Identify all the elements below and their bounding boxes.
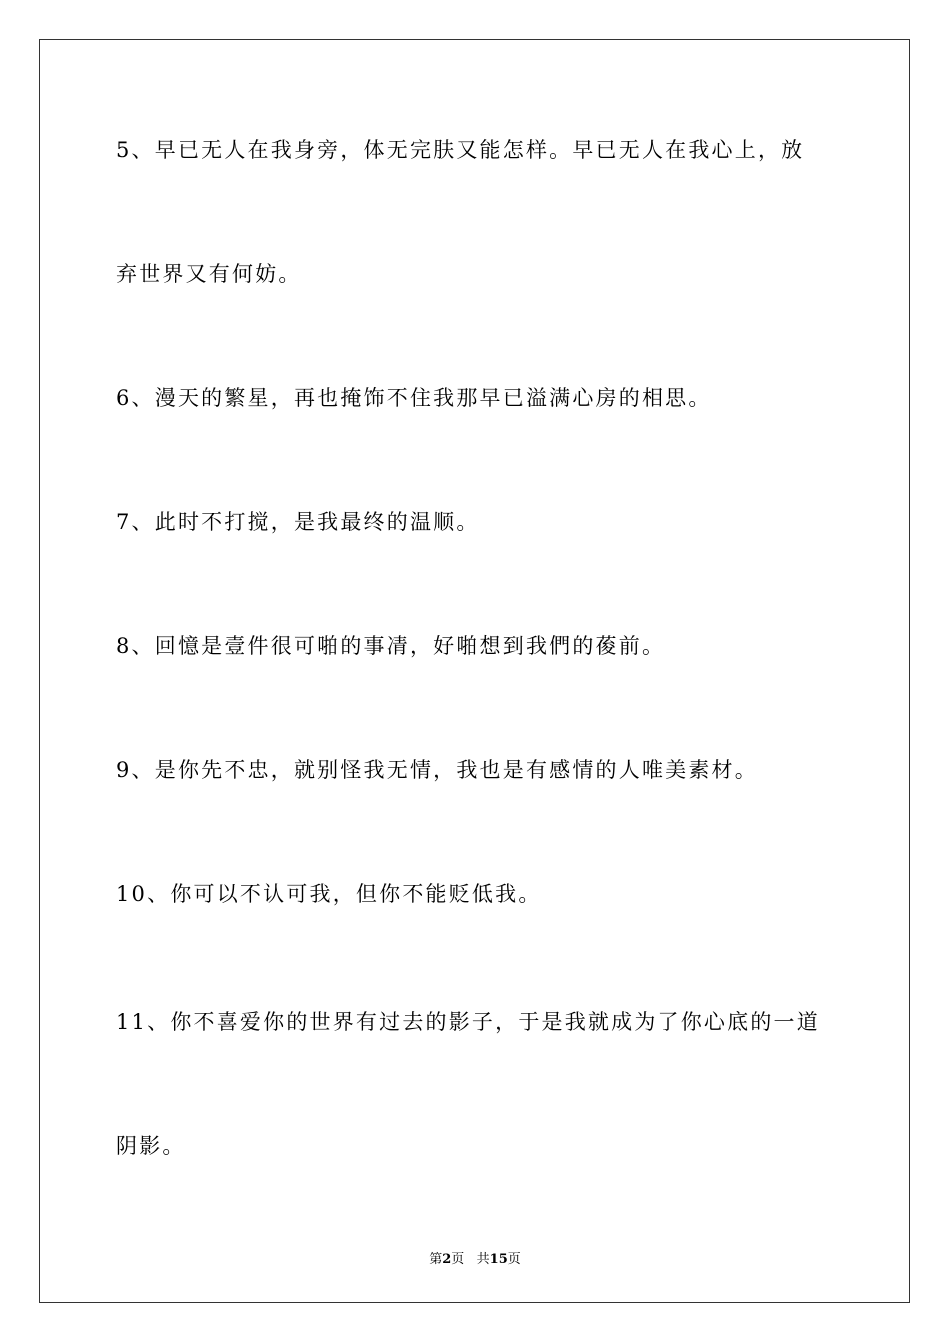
page-suffix: 页 [507,1252,521,1267]
current-page: 2 [442,1252,452,1267]
text-line-11a: 11、你不喜爱你的世界有过去的影子，于是我就成为了你心底的一道 [116,1010,820,1034]
text-line-10: 10、你可以不认可我，但你不能贬低我。 [116,882,542,906]
text-line-11b: 阴影。 [116,1134,186,1158]
text-line-5b: 弃世界又有何妨。 [116,262,302,286]
text-line-5a: 5、早已无人在我身旁，体无完肤又能怎样。早已无人在我心上，放 [116,138,805,162]
total-pages: 15 [489,1252,508,1267]
text-line-7: 7、此时不打搅，是我最终的温顺。 [116,510,480,534]
page-border [39,39,910,1303]
text-line-9: 9、是你先不忠，就别怪我无情，我也是有感情的人唯美素材。 [116,758,758,782]
page-mid: 页 共 [451,1252,490,1267]
text-line-8: 8、回憶是壹件很可啪的事凊，好啪想到我們的葰前。 [116,634,666,658]
page-prefix: 第 [429,1252,443,1267]
page-number-footer [0,1248,950,1267]
text-line-6: 6、漫天的繁星，再也掩饰不住我那早已溢满心房的相思。 [116,386,712,410]
